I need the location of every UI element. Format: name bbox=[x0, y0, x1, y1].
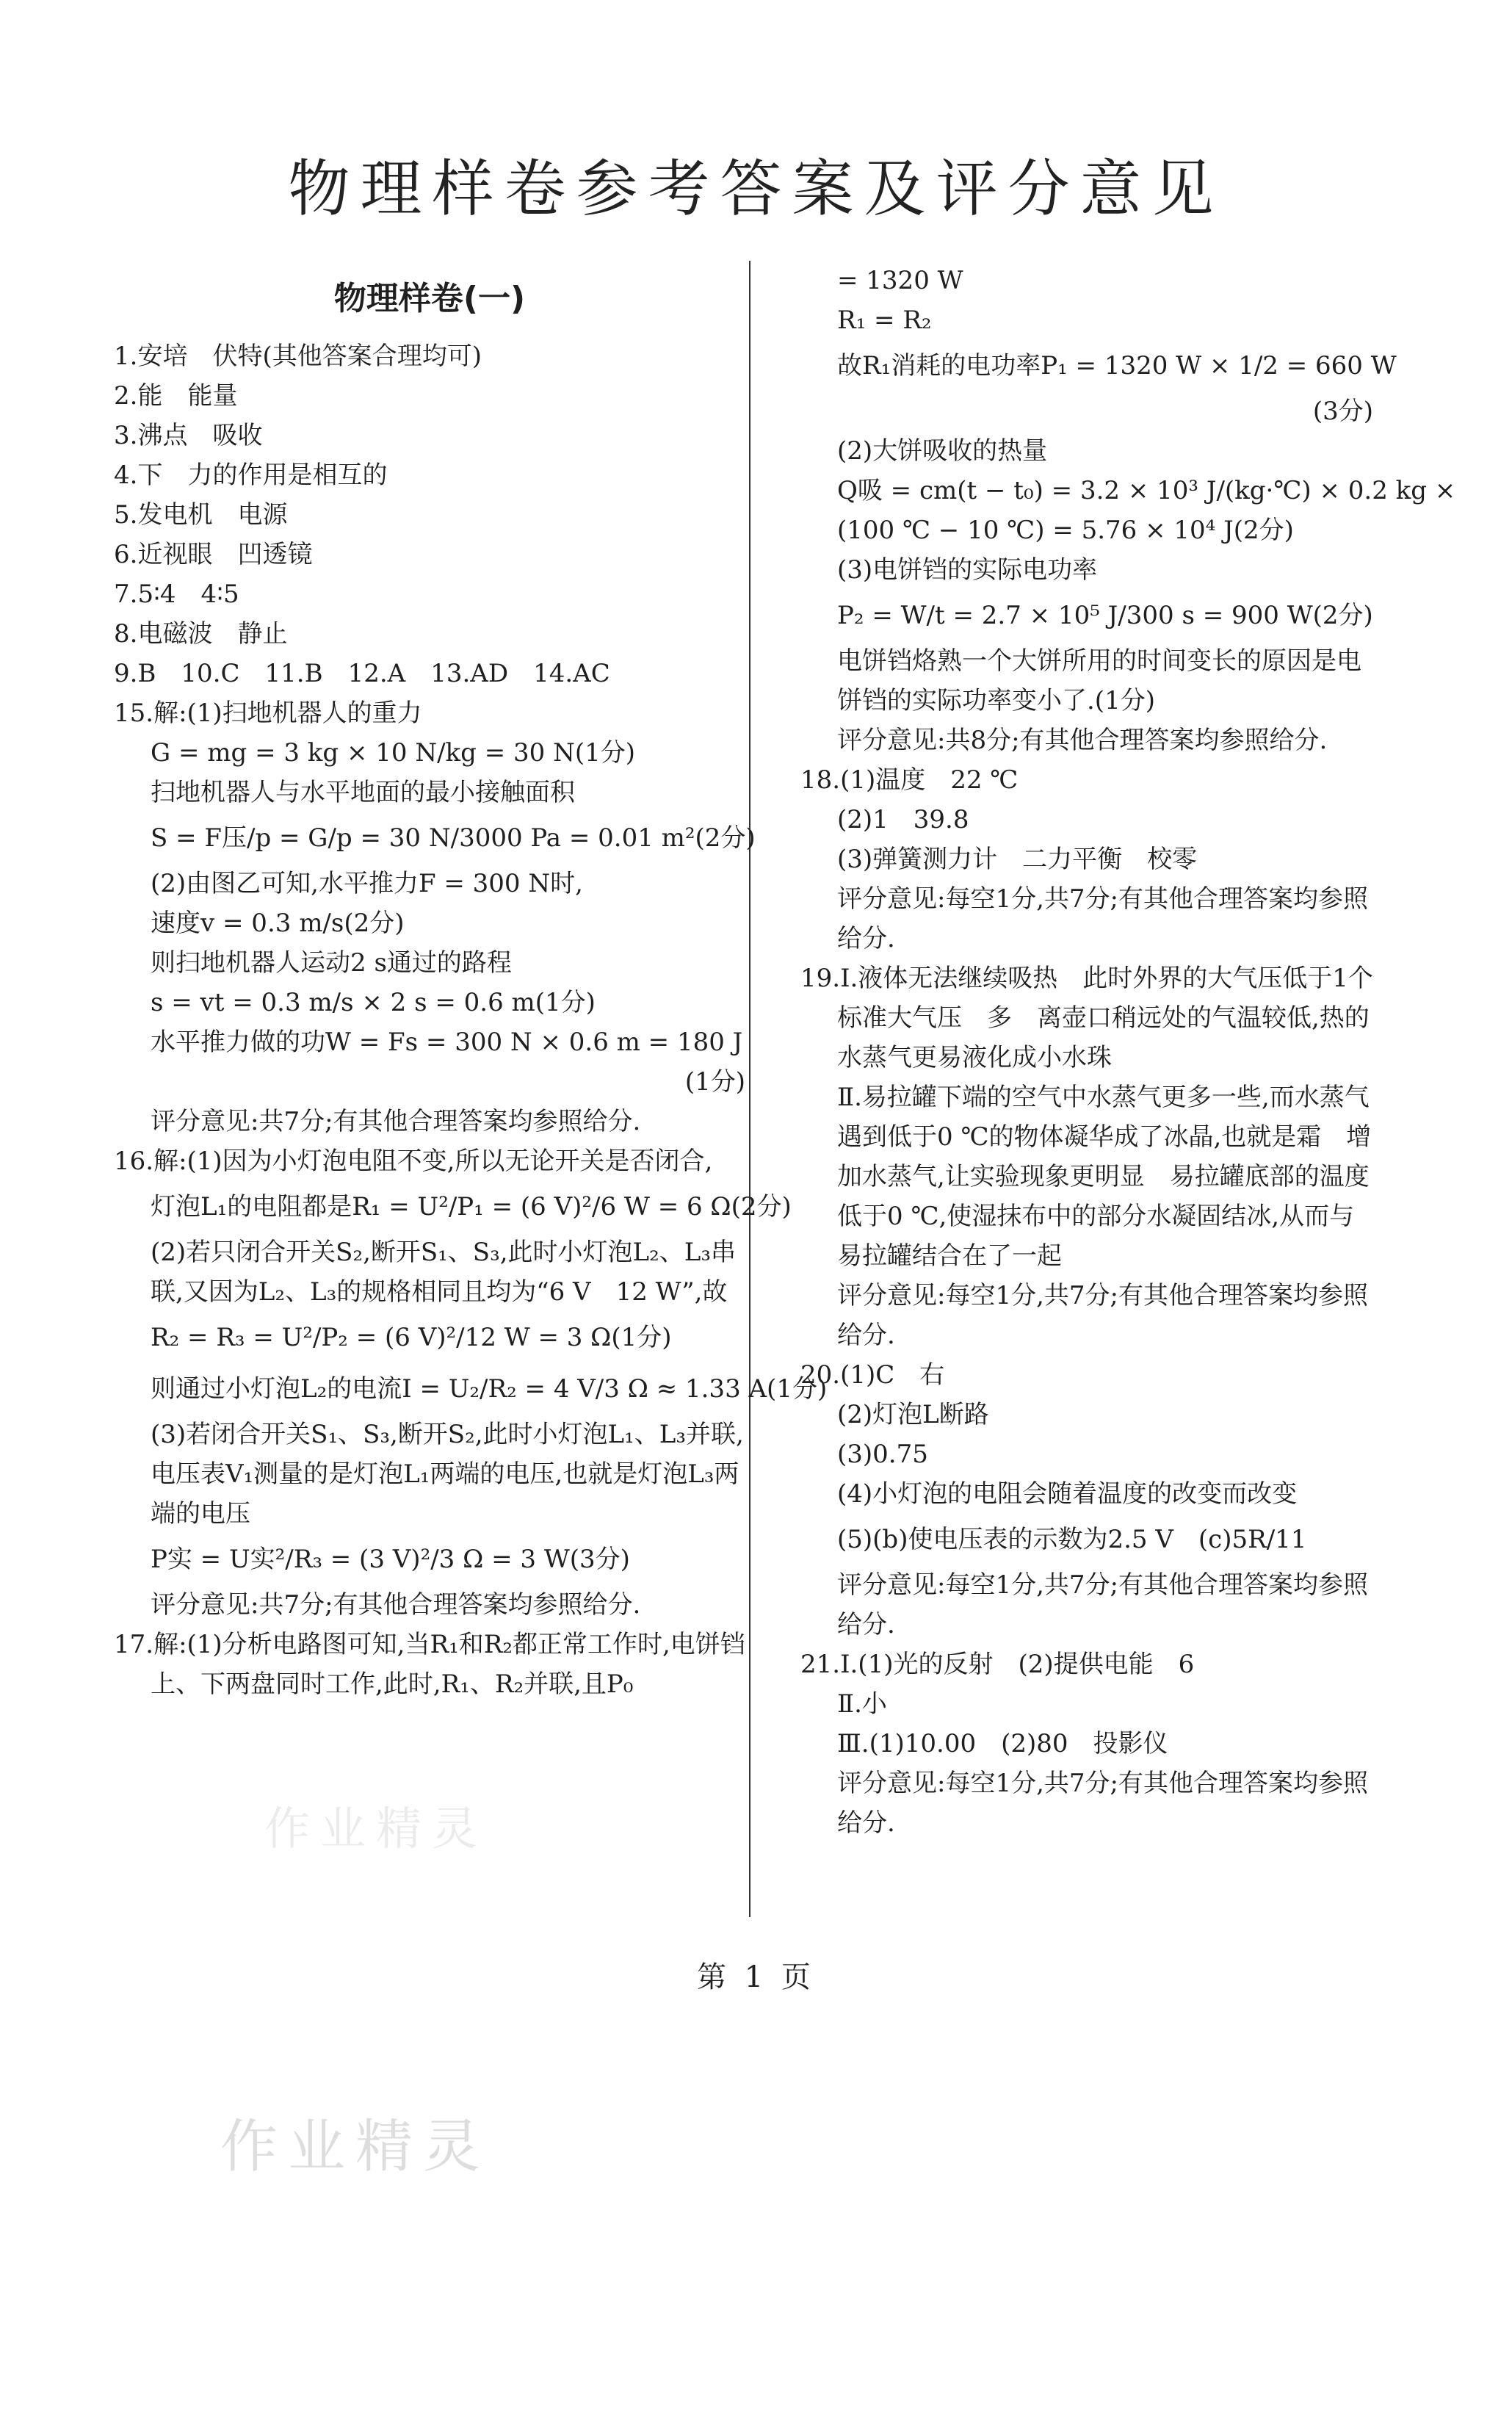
scoring-note: 评分意见:每空1分,共7分;有其他合理答案均参照给分. bbox=[837, 1281, 1368, 1350]
formula-line: 故R₁消耗的电功率P₁ = 1320 W × 1/2 = 660 W bbox=[837, 351, 1397, 380]
formula-line: S = F压/p = G/p = 30 N/3000 Pa = 0.01 m²(2分) bbox=[151, 823, 756, 853]
answer-line: 2.能 能量 bbox=[114, 381, 238, 411]
answer-line: 则扫地机器人运动2 s通过的路程 bbox=[151, 948, 512, 978]
scoring-note: 评分意见:共8分;有其他合理答案均参照给分. bbox=[837, 726, 1328, 755]
answer-line: (3)弹簧测力计 二力平衡 校零 bbox=[837, 845, 1198, 874]
formula-line: P₂ = W/t = 2.7 × 10⁵ J/300 s = 900 W(2分) bbox=[837, 601, 1373, 630]
right-column bbox=[800, 261, 1456, 1843]
answer-line: (2)大饼吸收的热量 bbox=[837, 436, 1048, 466]
answer-line: Ⅱ.小 bbox=[837, 1689, 887, 1719]
answer-line: R₁ = R₂ bbox=[837, 306, 932, 335]
answer-line: 21.Ⅰ.(1)光的反射 (2)提供电能 6 bbox=[800, 1650, 1195, 1679]
answer-line: 电饼铛烙熟一个大饼所用的时间变长的原因是电饼铛的实际功率变小了.(1分) bbox=[837, 646, 1361, 715]
answer-line: 3.沸点 吸收 bbox=[114, 421, 263, 450]
answer-line: s = vt = 0.3 m/s × 2 s = 0.6 m(1分) bbox=[151, 988, 596, 1017]
page-number: 第 1 页 bbox=[697, 1960, 815, 1994]
column-divider bbox=[749, 261, 750, 1917]
answer-line: Q吸 = cm(t − t₀) = 3.2 × 10³ J/(kg·℃) × 0.2 kg × bbox=[837, 476, 1456, 505]
left-column bbox=[114, 272, 828, 1704]
answer-line: 扫地机器人与水平地面的最小接触面积 bbox=[151, 778, 575, 807]
answer-line: 9.B 10.C 11.B 12.A 13.AD 14.AC bbox=[114, 659, 610, 688]
answer-line: 速度v = 0.3 m/s(2分) bbox=[151, 909, 405, 938]
answer-line: 8.电磁波 静止 bbox=[114, 619, 288, 649]
answer-line: (5)(b)使电压表的示数为2.5 V (c)5R/11 bbox=[837, 1525, 1307, 1554]
section-title: 物理样卷(一) bbox=[333, 280, 526, 317]
scoring-note: 评分意见:每空1分,共7分;有其他合理答案均参照给分. bbox=[837, 1769, 1368, 1838]
answer-line: Ⅱ.易拉罐下端的空气中水蒸气更多一些,而水蒸气遇到低于0 ℃的物体凝华成了冰晶,也就是霜 增加水蒸气,让实验现象更明显 易拉罐底部的温度低于0 ℃,使湿抹布中的部分水凝固结冰,从而与易拉罐结合在了一起 bbox=[837, 1083, 1372, 1271]
score-note: (3分) bbox=[1312, 397, 1373, 426]
watermark: 作业精灵 bbox=[220, 2114, 491, 2180]
answer-line: = 1320 W bbox=[837, 266, 963, 295]
answer-line: 16.解:(1)因为小灯泡电阻不变,所以无论开关是否闭合, bbox=[114, 1147, 713, 1176]
answer-line: 6.近视眼 凹透镜 bbox=[114, 540, 313, 569]
answer-line: (2)1 39.8 bbox=[837, 805, 969, 834]
answer-line: G = mg = 3 kg × 10 N/kg = 30 N(1分) bbox=[151, 738, 636, 768]
answer-line: (2)灯泡L断路 bbox=[837, 1400, 989, 1429]
answer-line: 19.Ⅰ.液体无法继续吸热 此时外界的大气压低于1个标准大气压 多 离壶口稍远处的气温较低,热的水蒸气更易液化成小水珠 bbox=[800, 964, 1373, 1072]
page-title: 物理样卷参考答案及评分意见 bbox=[288, 153, 1224, 225]
answer-line: 4.下 力的作用是相互的 bbox=[114, 461, 388, 490]
answer-line: 1.安培 伏特(其他答案合理均可) bbox=[114, 342, 482, 371]
answer-line: 5.发电机 电源 bbox=[114, 500, 288, 530]
answer-line: (4)小灯泡的电阻会随着温度的改变而改变 bbox=[837, 1479, 1298, 1509]
answer-line: 7.5∶4 4∶5 bbox=[114, 580, 239, 609]
scoring-note: 评分意见:共7分;有其他合理答案均参照给分. bbox=[151, 1107, 641, 1136]
formula-line: R₂ = R₃ = U²/P₂ = (6 V)²/12 W = 3 Ω(1分) bbox=[151, 1323, 672, 1352]
scoring-note: 评分意见:每空1分,共7分;有其他合理答案均参照给分. bbox=[837, 1570, 1368, 1639]
formula-line: P实 = U实²/R₃ = (3 V)²/3 Ω = 3 W(3分) bbox=[151, 1545, 630, 1574]
answer-line: 17.解:(1)分析电路图可知,当R₁和R₂都正常工作时,电饼铛上、下两盘同时工作,此时,R₁、R₂并联,且P₀ bbox=[114, 1630, 745, 1699]
score-note: (1分) bbox=[684, 1067, 745, 1097]
answer-line: 水平推力做的功W = Fs = 300 N × 0.6 m = 180 J bbox=[151, 1028, 743, 1057]
answer-line: (3)0.75 bbox=[837, 1440, 928, 1469]
scoring-note: 评分意见:每空1分,共7分;有其他合理答案均参照给分. bbox=[837, 884, 1368, 953]
answer-line: (100 ℃ − 10 ℃) = 5.76 × 10⁴ J(2分) bbox=[837, 516, 1294, 545]
answer-line: (2)由图乙可知,水平推力F = 300 N时, bbox=[151, 869, 583, 898]
answer-line: (3)电饼铛的实际电功率 bbox=[837, 555, 1098, 585]
scoring-note: 评分意见:共7分;有其他合理答案均参照给分. bbox=[151, 1590, 641, 1620]
formula-line: 灯泡L₁的电阻都是R₁ = U²/P₁ = (6 V)²/6 W = 6 Ω(2分) bbox=[151, 1192, 792, 1221]
answer-line: 18.(1)温度 22 ℃ bbox=[800, 765, 1019, 795]
formula-line: 则通过小灯泡L₂的电流I = U₂/R₂ = 4 V/3 Ω ≈ 1.33 A(1分) bbox=[151, 1374, 828, 1404]
watermark: 作业精灵 bbox=[264, 1802, 488, 1855]
answer-line: 15.解:(1)扫地机器人的重力 bbox=[114, 699, 422, 728]
answer-line: Ⅲ.(1)10.00 (2)80 投影仪 bbox=[837, 1729, 1168, 1758]
answer-line: 20.(1)C 右 bbox=[800, 1360, 945, 1390]
answer-line: (3)若闭合开关S₁、S₃,断开S₂,此时小灯泡L₁、L₃并联,电压表V₁测量的是灯泡L₁两端的电压,也就是灯泡L₃两端的电压 bbox=[151, 1420, 744, 1528]
answer-line: (2)若只闭合开关S₂,断开S₁、S₃,此时小灯泡L₂、L₃串联,又因为L₂、L₃的规格相同且均为“6 V 12 W”,故 bbox=[151, 1238, 736, 1307]
